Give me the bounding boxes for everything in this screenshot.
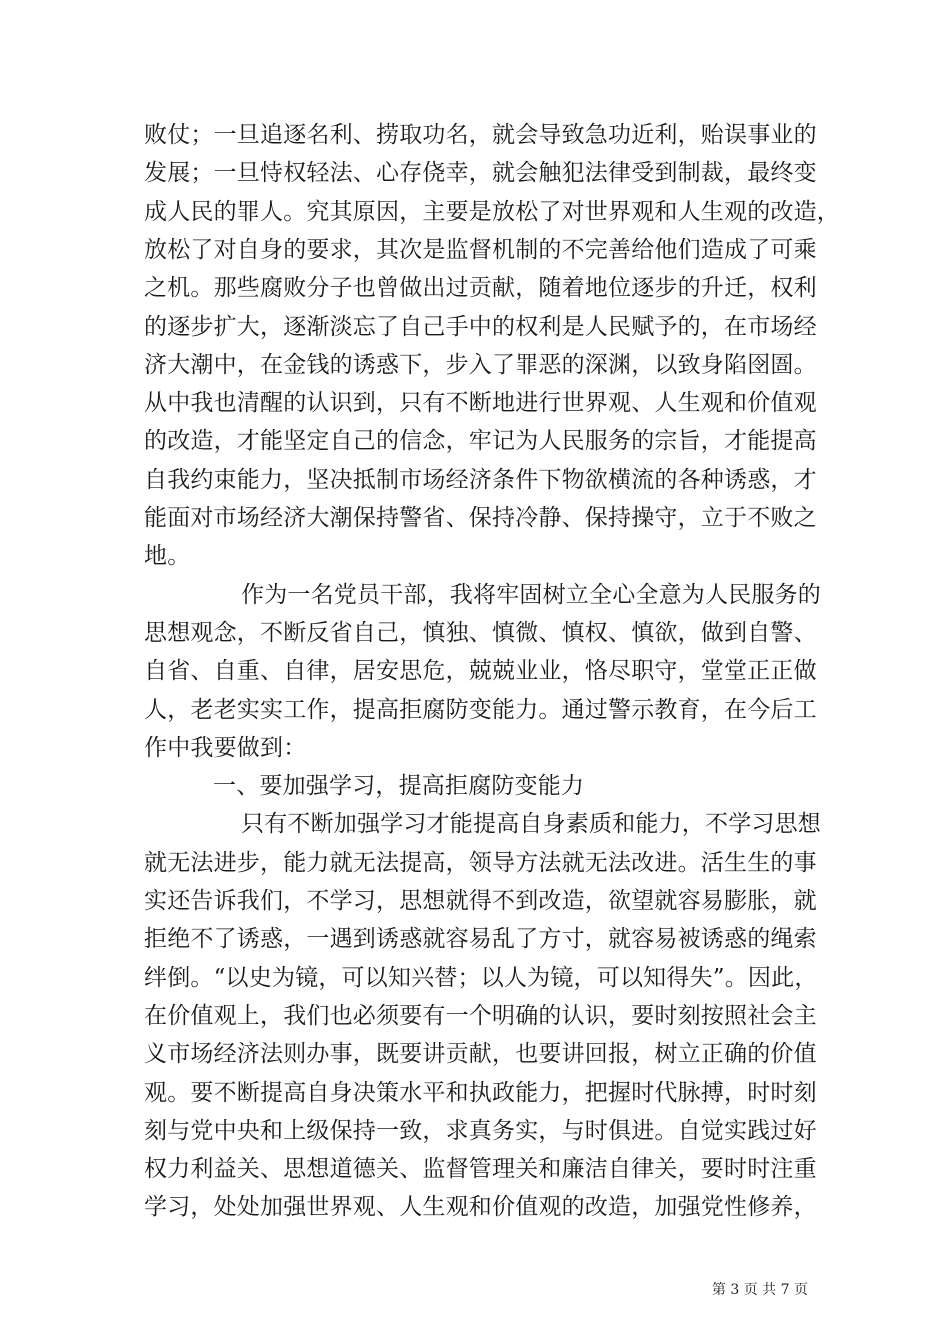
text-line: 就无法进步，能力就无法提高，领导方法就无法改进。活生生的事 <box>144 850 817 876</box>
text-line: 在价值观上，我们也必须要有一个明确的认识，要时刻按照社会主 <box>144 1003 817 1029</box>
text-line: 实还告诉我们，不学习，思想就得不到改造，欲望就容易膨胀，就 <box>144 888 817 914</box>
text-line: 观。要不断提高自身决策水平和执政能力，把握时代脉搏，时时刻 <box>144 1080 817 1106</box>
section-heading: 一、要加强学习，提高拒腐防变能力 <box>213 773 585 799</box>
text-line: 济大潮中，在金钱的诱惑下，步入了罪恶的深渊，以致身陷囹圄。 <box>144 352 817 378</box>
text-line: 之机。那些腐败分子也曾做出过贡献，随着地位逐步的升迁，权利 <box>144 275 817 301</box>
text-line: 放松了对自身的要求，其次是监督机制的不完善给他们造成了可乘 <box>144 237 817 263</box>
text-line: 权力利益关、思想道德关、监督管理关和廉洁自律关，要时时注重 <box>144 1156 817 1182</box>
text-line: 自省、自重、自律，居安思危，兢兢业业，恪尽职守，堂堂正正做 <box>144 658 817 684</box>
paragraph-start-line: 作为一名党员干部，我将牢固树立全心全意为人民服务的 <box>241 582 821 608</box>
text-line: 败仗；一旦追逐名利、捞取功名，就会导致急功近利，贻误事业的 <box>144 122 817 148</box>
text-line: 地。 <box>144 543 191 569</box>
paragraph-start-line: 只有不断加强学习才能提高自身素质和能力，不学习思想 <box>241 811 821 837</box>
page-number: 第 3 页 共 7 页 <box>711 1282 808 1298</box>
text-line: 发展；一旦恃权轻法、心存侥幸，就会触犯法律受到制裁，最终变 <box>144 160 817 186</box>
text-line: 拒绝不了诱惑，一遇到诱惑就容易乱了方寸，就容易被诱惑的绳索 <box>144 926 817 952</box>
text-line: 思想观念，不断反省自己，慎独、慎微、慎权、慎欲，做到自警、 <box>144 620 817 646</box>
text-line: 成人民的罪人。究其原因，主要是放松了对世界观和人生观的改造， <box>144 199 840 225</box>
text-line: 人，老老实实工作，提高拒腐防变能力。通过警示教育，在今后工 <box>144 697 817 723</box>
text-line: 刻与党中央和上级保持一致，求真务实，与时俱进。自觉实践过好 <box>144 1118 817 1144</box>
text-line: 作中我要做到： <box>144 735 307 761</box>
text-line: 从中我也清醒的认识到，只有不断地进行世界观、人生观和价值观 <box>144 390 817 416</box>
text-line: 义市场经济法则办事，既要讲贡献，也要讲回报，树立正确的价值 <box>144 1041 817 1067</box>
text-line: 学习，处处加强世界观、人生观和价值观的改造，加强党性修养， <box>144 1194 817 1220</box>
text-line: 自我约束能力，坚决抵制市场经济条件下物欲横流的各种诱惑，才 <box>144 467 817 493</box>
text-line: 的逐步扩大，逐渐淡忘了自己手中的权利是人民赋予的，在市场经 <box>144 314 817 340</box>
text-line: 的改造，才能坚定自己的信念，牢记为人民服务的宗旨，才能提高 <box>144 428 817 454</box>
text-line: 能面对市场经济大潮保持警省、保持冷静、保持操守，立于不败之 <box>144 505 817 531</box>
text-line: 绊倒。“以史为镜，可以知兴替；以人为镜，可以知得失”。因此， <box>144 965 818 991</box>
